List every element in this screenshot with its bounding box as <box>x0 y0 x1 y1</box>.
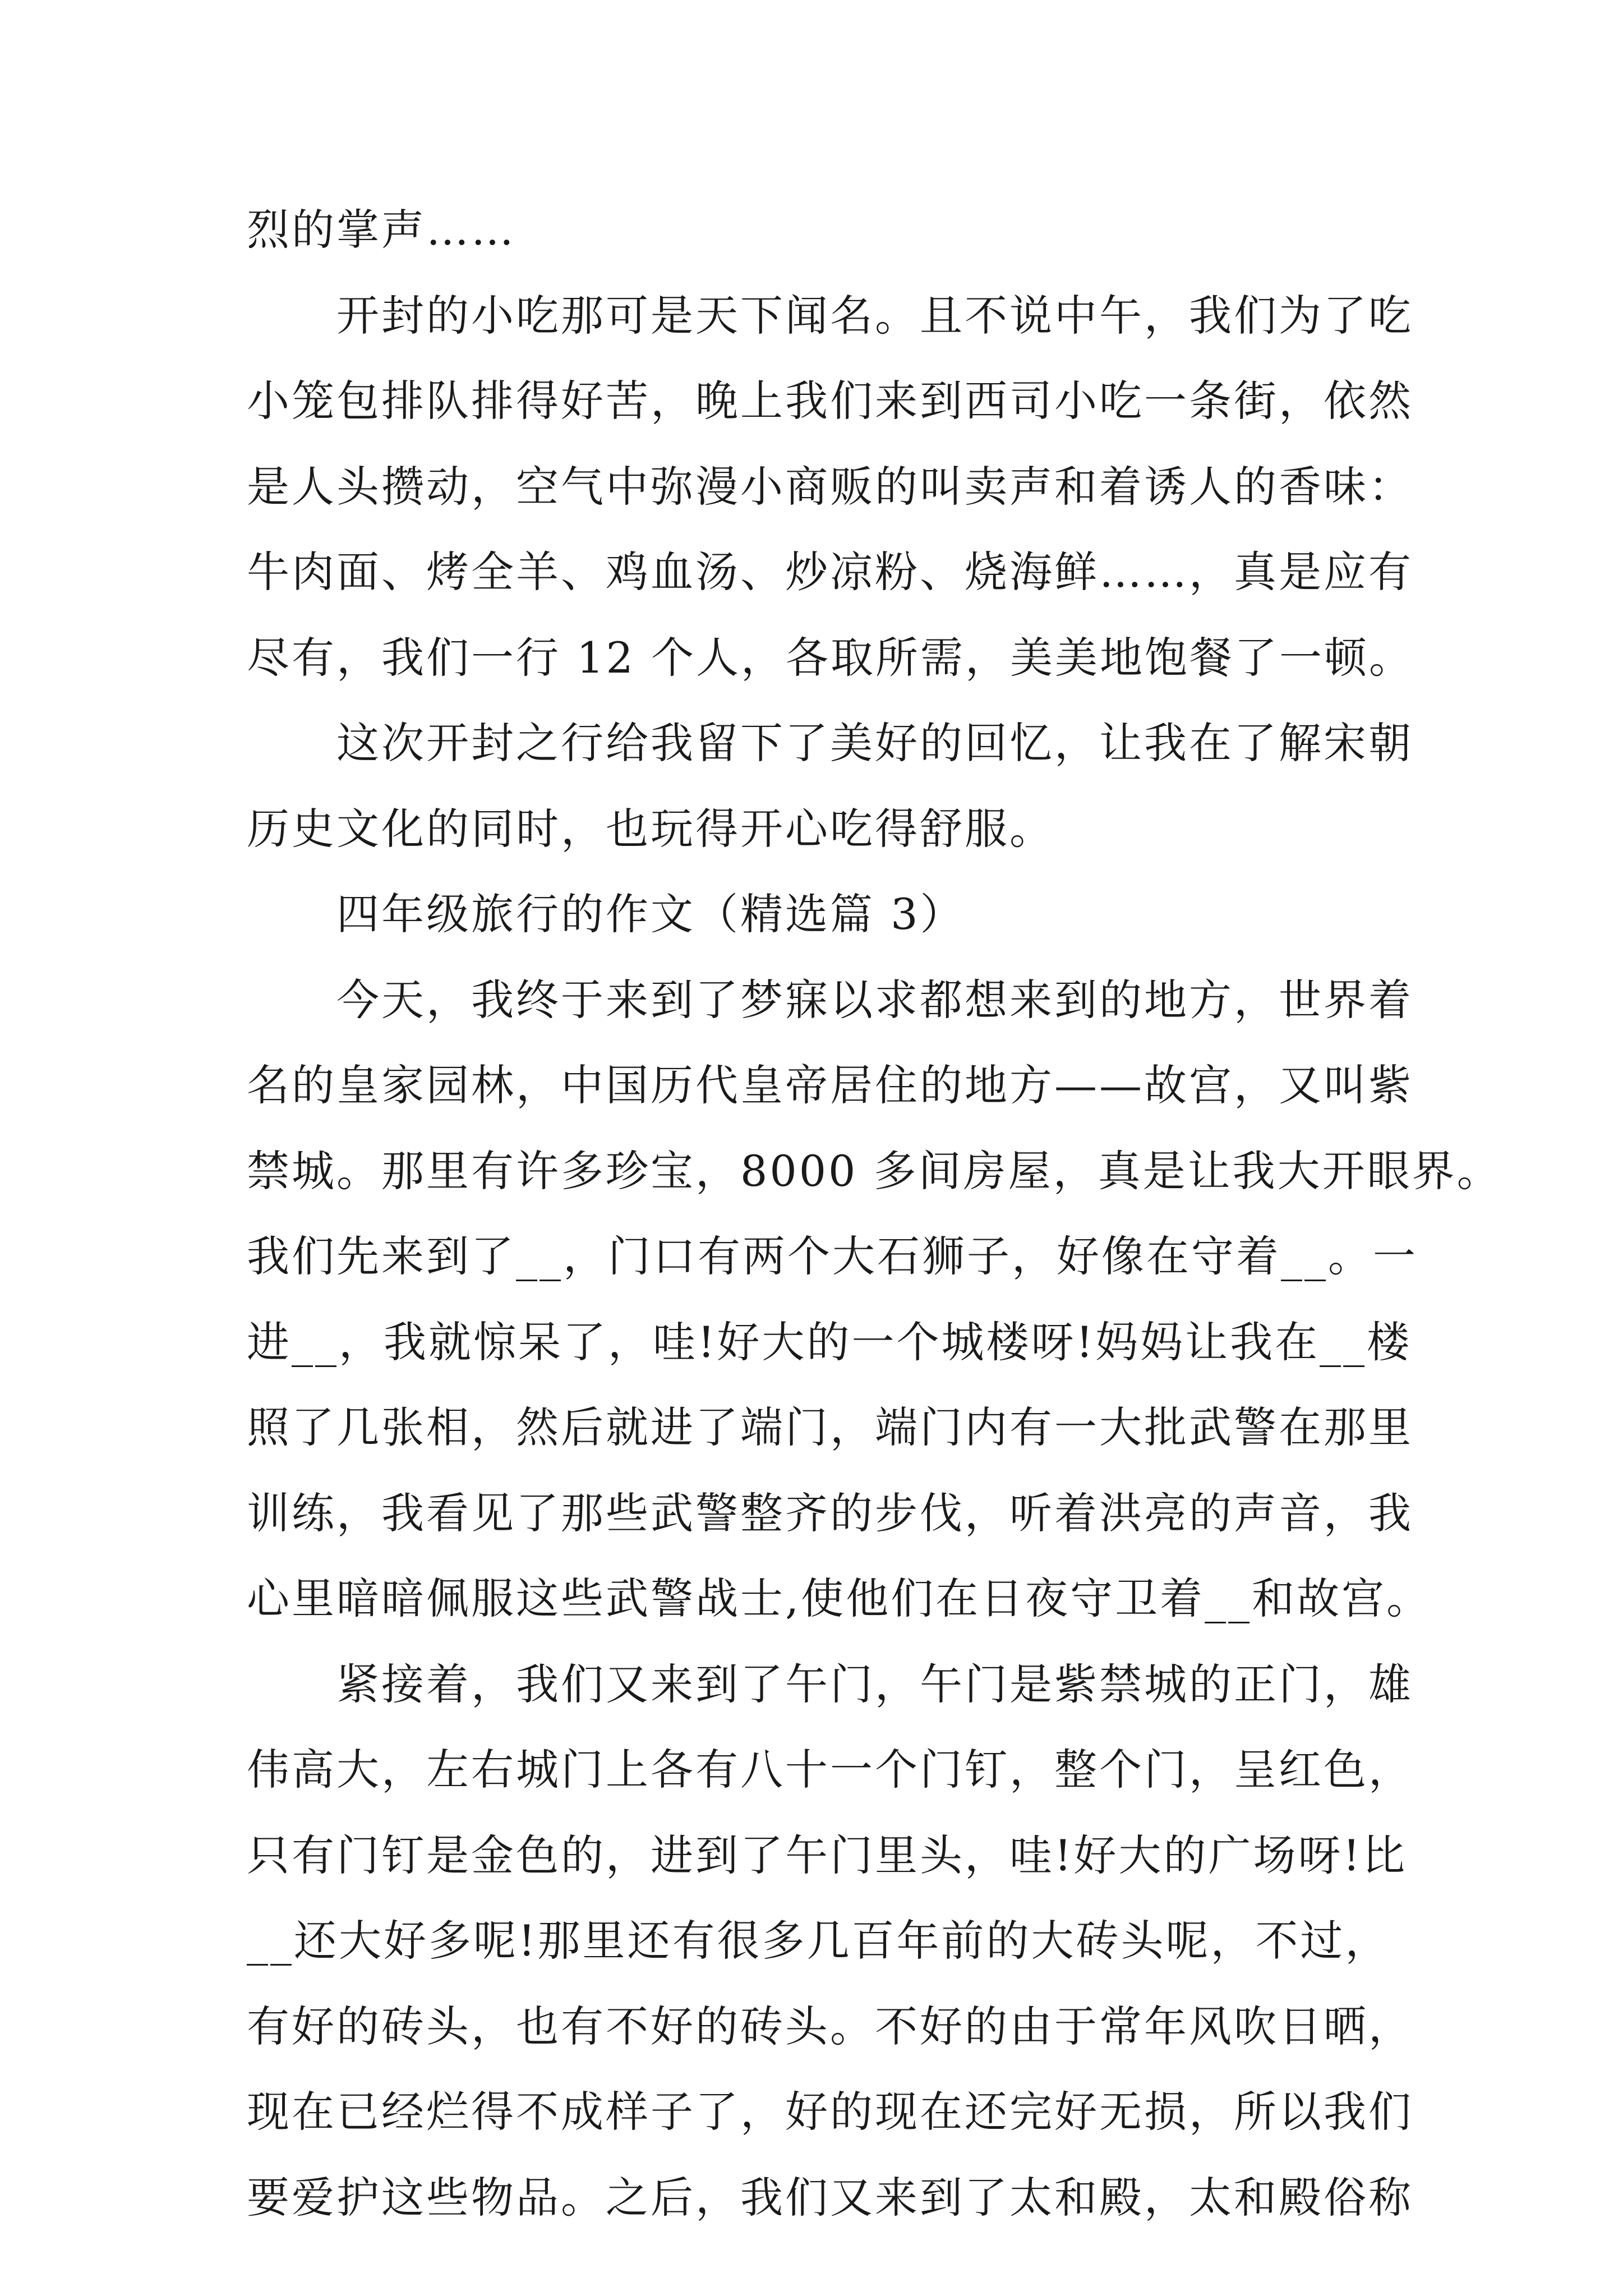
section-heading: 四年级旅行的作文（精选篇 3） <box>247 889 965 939</box>
text-line: 进__，我就惊呆了，哇!好大的一个城楼呀!妈妈让我在__楼 <box>247 1317 1412 1367</box>
text-line: 心里暗暗佩服这些武警战士,使他们在日夜守卫着__和故宫。 <box>247 1573 1432 1623</box>
essay-text <box>247 187 1502 2240</box>
text-line: 伟高大，左右城门上各有八十一个门钉，整个门，呈红色， <box>247 1745 1413 1795</box>
text-line: 烈的掌声…… <box>247 205 516 255</box>
text-line: 这次开封之行给我留下了美好的回忆，让我在了解宋朝 <box>247 718 1413 768</box>
text-line: 小笼包排队排得好苦，晚上我们来到西司小吃一条街，依然 <box>247 376 1413 426</box>
text-line: 我们先来到了__，门口有两个大石狮子，好像在守着__。一 <box>247 1231 1418 1281</box>
text-line: __还大好多呢!那里还有很多几百年前的大砖头呢，不过， <box>247 1916 1390 1966</box>
text-line: 有好的砖头，也有不好的砖头。不好的由于常年风吹日晒， <box>247 2001 1413 2051</box>
text-line: 名的皇家园林，中国历代皇帝居住的地方——故宫，又叫紫 <box>247 1060 1413 1110</box>
text-line: 只有门钉是金色的，进到了午门里头，哇!好大的广场呀!比 <box>247 1830 1408 1880</box>
text-line: 牛肉面、烤全羊、鸡血汤、炒凉粉、烧海鲜……，真是应有 <box>247 547 1413 597</box>
text-line: 尽有，我们一行 12 个人，各取所需，美美地饱餐了一顿。 <box>247 632 1414 683</box>
text-line: 训练，我看见了那些武警整齐的步伐，听着洪亮的声音，我 <box>247 1488 1413 1538</box>
text-line: 禁城。那里有许多珍宝，8000 多间房屋，真是让我大开眼界。 <box>247 1145 1502 1196</box>
text-line: 紧接着，我们又来到了午门，午门是紫禁城的正门，雄 <box>247 1659 1413 1709</box>
text-line: 今天，我终于来到了梦寐以求都想来到的地方，世界着 <box>247 974 1413 1025</box>
text-line: 是人头攒动，空气中弥漫小商贩的叫卖声和着诱人的香味： <box>247 461 1413 512</box>
text-line: 现在已经烂得不成样子了，好的现在还完好无损，所以我们 <box>247 2087 1413 2137</box>
text-line: 照了几张相，然后就进了端门，端门内有一大批武警在那里 <box>247 1402 1413 1452</box>
text-line: 要爱护这些物品。之后，我们又来到了太和殿，太和殿俗称 <box>247 2172 1413 2223</box>
text-line: 历史文化的同时，也玩得开心吃得舒服。 <box>247 803 1054 854</box>
text-line: 开封的小吃那可是天下闻名。且不说中午，我们为了吃 <box>247 290 1413 341</box>
